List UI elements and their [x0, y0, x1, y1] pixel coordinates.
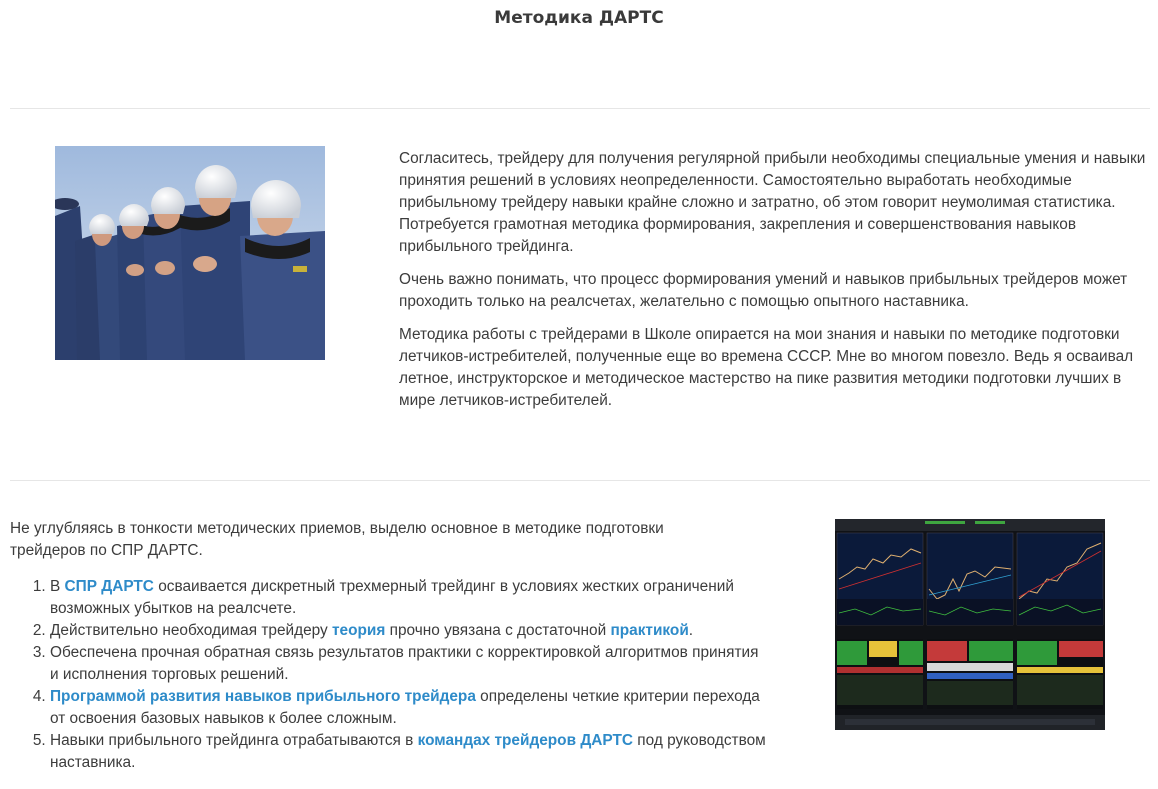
spr-darts-link[interactable]: СПР ДАРТС — [64, 578, 154, 595]
development-program-link[interactable]: Программой развития навыков прибыльного трейдера — [50, 688, 476, 705]
paragraph: Очень важно понимать, что процесс формирования умений и навыков прибыльных трейдеров может проходить только на реалсчетах, желательно с помощью опытного наставника. — [399, 271, 1128, 310]
list-intro: Не углубляясь в тонкости методических приемов, выделю основное в методике подготовки трейдеров по СПР ДАРТС. — [10, 520, 664, 559]
list-item: 1. В СПР ДАРТС осваивается дискретный трехмерный трейдинг в условиях жестких ограничений возможных убытков на реалсчете. — [50, 576, 770, 620]
page-title: Методика ДАРТС — [494, 8, 664, 28]
pilots-photo — [55, 146, 325, 360]
theory-link[interactable]: теория — [332, 622, 386, 639]
divider — [10, 108, 1150, 109]
paragraph: Методика работы с трейдерами в Школе опирается на мои знания и навыки по методике подготовки летчиков-истребителей, полученные еще во времена СССР. Мне во многом повезло. Ведь я осваивал летное, инструкторское и методическое мастерство на пике развития методики подготовки лучших в мире летчиков-истребителей. — [399, 326, 1134, 409]
list-item: 5. Навыки прибыльного трейдинга отрабатываются в командах трейдеров ДАРТС под руководством наставника. — [50, 730, 770, 774]
list-item: 2. Действительно необходимая трейдеру теория прочно увязана с достаточной практикой. — [50, 620, 770, 642]
divider — [10, 480, 1150, 481]
method-principles-list — [10, 576, 770, 774]
trader-teams-link[interactable]: командах трейдеров ДАРТС — [417, 732, 633, 749]
practice-link[interactable]: практикой — [610, 622, 689, 639]
trading-terminal-image — [835, 519, 1105, 730]
list-item: 4. Программой развития навыков прибыльного трейдера определены четкие критерии перехода от освоения базовых навыков к более сложным. — [50, 686, 770, 730]
paragraph: Согласитесь, трейдеру для получения регулярной прибыли необходимы специальные умения и навыки принятия решений в условиях неопределенности. Самостоятельно выработать необходимые прибыльному трейдеру навыки крайне сложно и затратно, об этом говорит неумолимая статистика. Потребуется грамотная методика формирования, закрепления и совершенствования навыков прибыльного трейдинга. — [399, 150, 1146, 255]
method-intro-text — [399, 148, 1147, 423]
list-item: 3. Обеспечена прочная обратная связь результатов практики с корректировкой алгоритмов принятия и исполнения торговых решений. — [50, 642, 770, 686]
